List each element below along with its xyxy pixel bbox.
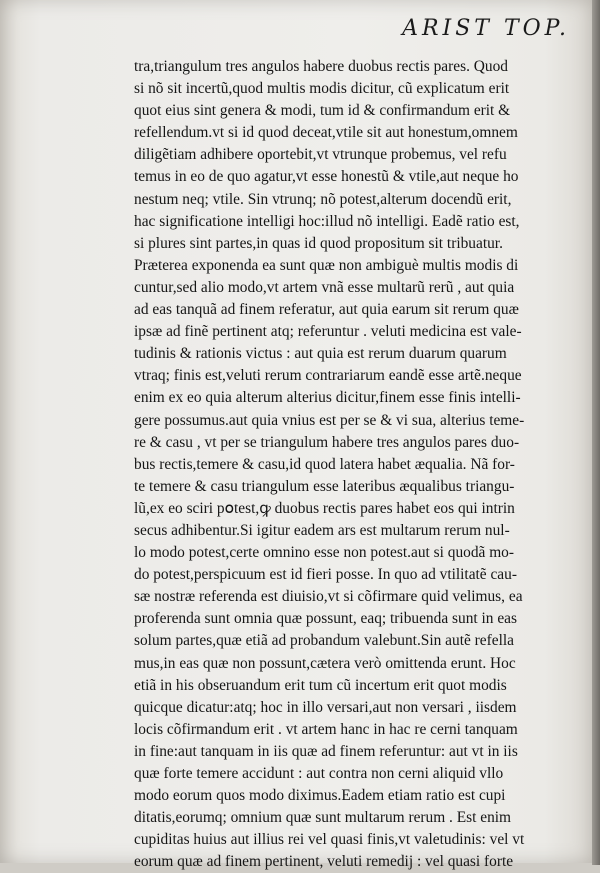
text-line: quot eius sint genera & modi, tum id & confirmandum erit & xyxy=(134,102,511,120)
running-head: ARIST TOP. xyxy=(402,16,570,41)
text-line: ipsæ ad finẽ pertinent atq; referuntur . veluti medicina est vale- xyxy=(134,323,522,341)
text-line: proferenda sunt omnia quæ possunt, eaq; tribuenda sunt in eas xyxy=(134,610,517,628)
text-line: si nõ sit incertũ,quod multis modis dicitur, cũ explicatum erit xyxy=(134,80,510,98)
text-line: mus,in eas quæ non possunt,cætera verò omittenda erunt. Hoc xyxy=(134,654,516,672)
text-line: cupiditas huius aut illius rei vel quasi finis,vt valetudinis: vel vt xyxy=(134,831,525,849)
text-line: lo modo potest,certe omnino esse non potest.aut si quodã mo- xyxy=(134,544,515,562)
body-text xyxy=(134,56,574,873)
text-line: solum partes,quæ etiã ad probandum valebunt.Sin autẽ refella xyxy=(134,632,514,650)
text-line: nestum neq; vtile. Sin vtrunq; nõ potest,alterum docendũ erit, xyxy=(134,190,512,208)
text-line: enim ex eo quia alterum alterius dicitur,finem esse finis intelli- xyxy=(134,389,521,407)
text-line: Præterea exponenda ea sunt quæ non ambiguè multis modis di xyxy=(134,256,519,274)
text-line: do potest,perspicuum est id fieri posse. In quo ad vtilitatẽ cau- xyxy=(134,566,517,584)
text-line: modo eorum quos modo diximus.Eadem etiam ratio est cupi xyxy=(134,787,506,805)
text-line: ad eas tanquã ad finem referatur, aut quia earum sit rerum quæ xyxy=(134,301,519,319)
text-line: locis cõfirmandum erit . vt artem hanc in hac re cerni tanquam xyxy=(134,720,518,738)
text-line: lũ,ex eo sciri pօtest,ꝙ duobus rectis pares habet eos qui intrin xyxy=(134,499,515,517)
text-line: tra,triangulum tres angulos habere duobus rectis pares. Quod xyxy=(134,58,508,75)
text-line: ditatis,eorumq; omnium quæ sunt multarum rerum . Est enim xyxy=(134,809,512,827)
text-line: quæ forte temere accidunt : aut contra non cerni aliquid vllo xyxy=(134,765,504,782)
text-line: gere possumus.aut quia vnius est per se & vi sua, alterius teme- xyxy=(134,411,525,429)
text-line: tudinis & rationis victus : aut quia est rerum duarum quarum xyxy=(134,345,507,363)
text-line: quicque dicatur:atq; hoc in illo versari,aut non versari , iisdem xyxy=(134,698,517,716)
page-edge-shadow xyxy=(592,0,600,865)
text-line: sæ nostræ referenda est diuisio,vt si cõfirmare quid velimus, ea xyxy=(134,588,523,606)
text-line: vtraq; finis est,veluti rerum contrariarum eandẽ esse artẽ.neque xyxy=(134,367,522,385)
text-line: si plures sint partes,in quas id quod propositum sit tribuatur. xyxy=(134,234,503,252)
text-line: etiã in his obseruandum erit tum cũ incertum erit quot modis xyxy=(134,676,507,694)
text-line: diligẽtiam adhibere oportebit,vt vtrunque probemus, vel refu xyxy=(134,146,507,164)
text-line: bus rectis,temere & casu,id quod latera habet æqualia. Nã for- xyxy=(134,455,515,473)
text-line: in fine:aut tanquam in iis quæ ad finem referuntur: aut vt in iis xyxy=(134,742,518,760)
text-line: hac significatione intelligi hoc:illud nõ intelligi. Eadẽ ratio est, xyxy=(134,212,520,230)
text-line: temus in eo de quo agatur,vt esse honestũ & vtile,aut neque ho xyxy=(134,168,519,186)
text-line: refellendum.vt si id quod deceat,vtile sit aut honestum,omnem xyxy=(134,124,518,142)
text-line: eorum quæ ad finem pertinent, veluti remedij : vel quasi forte xyxy=(134,853,514,871)
text-line: re & casu , vt per se triangulum habere tres angulos pares duo- xyxy=(134,433,520,451)
text-line: cuntur,sed alio modo,vt artem vnã esse multarũ rerũ , aut quia xyxy=(134,278,515,296)
text-line: secus adhibentur.Si igitur eadem ars est multarum rerum nul- xyxy=(134,521,510,539)
text-line: te temere & casu triangulum esse lateribus æqualibus triangu- xyxy=(134,477,515,495)
